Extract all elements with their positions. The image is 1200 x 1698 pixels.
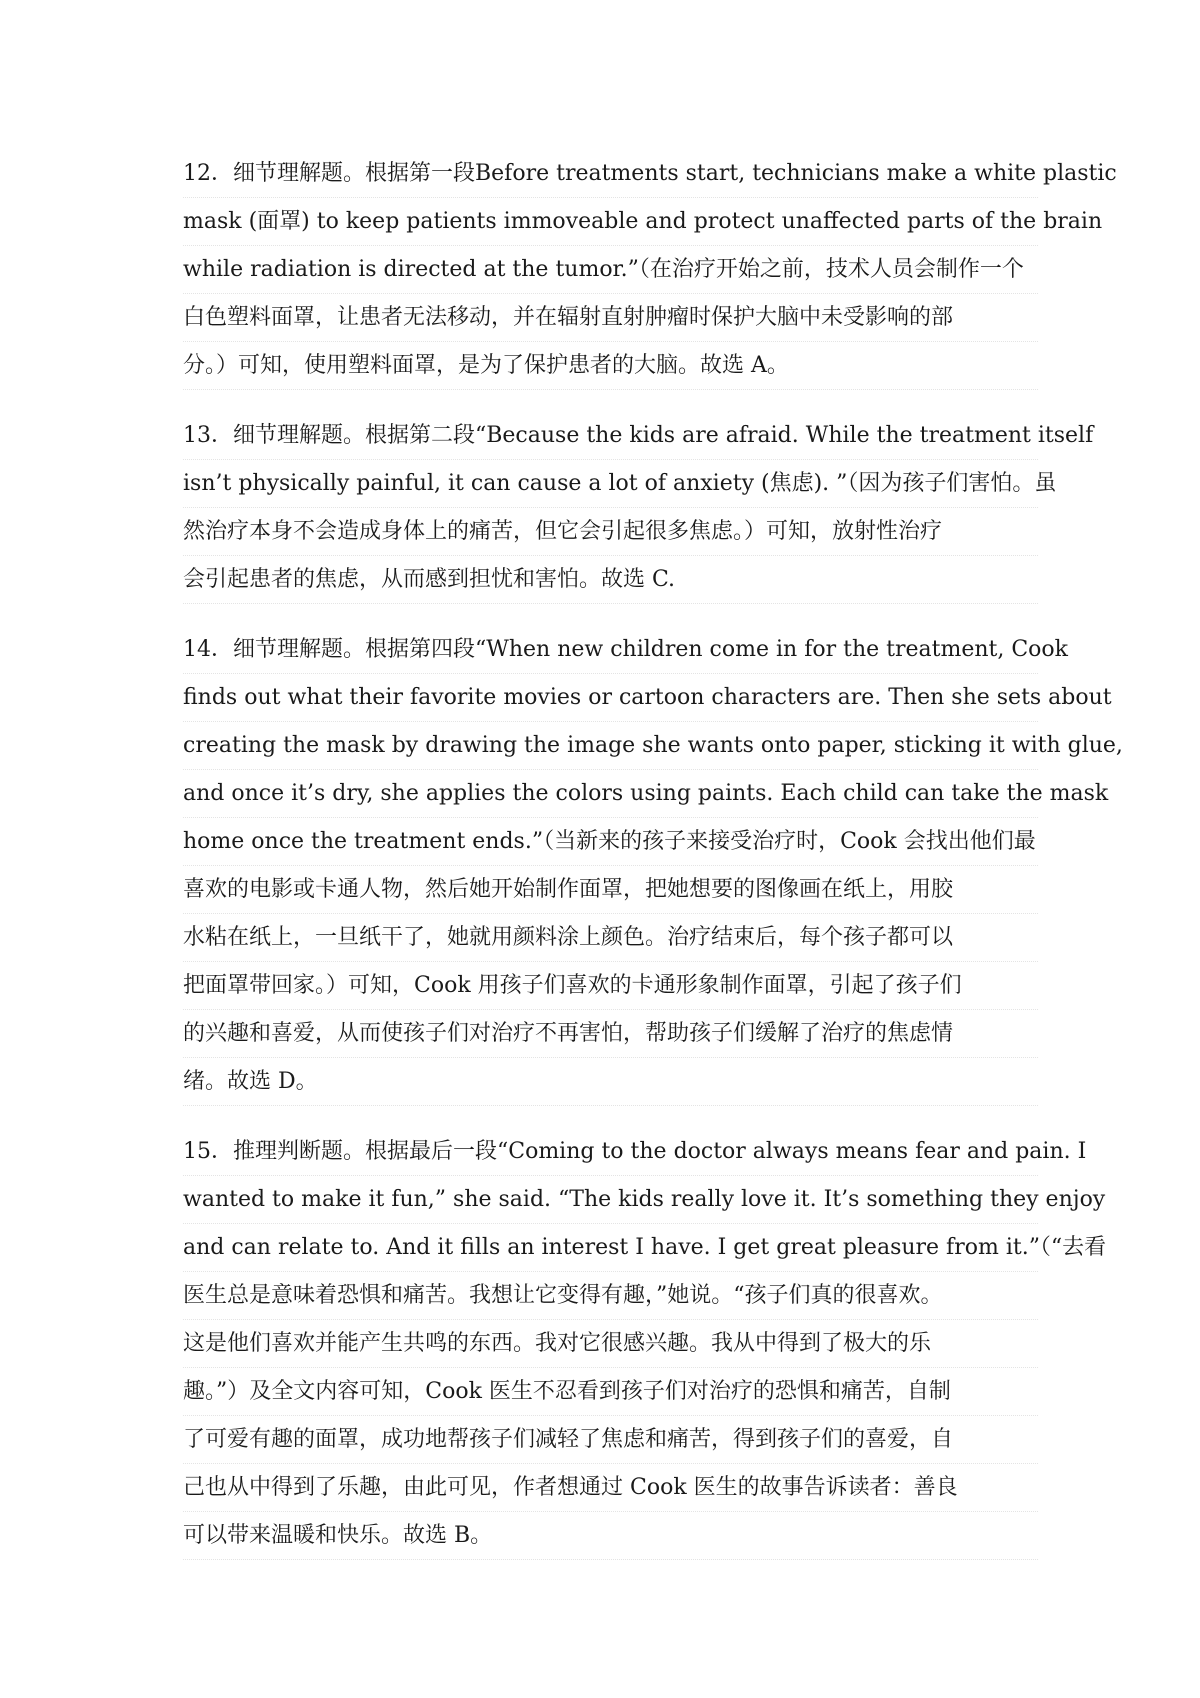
answer-line: 这是他们喜欢并能产生共鸣的东西。我对它很感兴趣。我从中得到了极大的乐 [183,1320,1038,1368]
answer-line: 然治疗本身不会造成身体上的痛苦，但它会引起很多焦虑。）可知，放射性治疗 [183,508,1038,556]
answer-line: while radiation is directed at the tumor.”（在治疗开始之前，技术人员会制作一个 [183,246,1038,294]
answer-list [183,150,1123,1582]
answer-line: 会引起患者的焦虑，从而感到担忧和害怕。故选 C. [183,556,1038,604]
answer-line: 可以带来温暖和快乐。故选 B。 [183,1512,1038,1560]
answer-line: and can relate to. And it fills an interest I have. I get great pleasure from it.”（“去看 [183,1224,1038,1272]
answer-line: 白色塑料面罩，让患者无法移动，并在辐射直射肿瘤时保护大脑中未受影响的部 [183,294,1038,342]
answer-line: creating the mask by drawing the image she wants onto paper, sticking it with glue, [183,722,1038,770]
answer-line: 了可爱有趣的面罩，成功地帮孩子们减轻了焦虑和痛苦，得到孩子们的喜爱，自 [183,1416,1038,1464]
answer-line: 趣。”）及全文内容可知，Cook 医生不忍看到孩子们对治疗的恐惧和痛苦，自制 [183,1368,1038,1416]
answer-line: isn’t physically painful, it can cause a lot of anxiety (焦虑). ”（因为孩子们害怕。虽 [183,460,1038,508]
answer-13 [183,412,1094,604]
answer-line: 水粘在纸上，一旦纸干了，她就用颜料涂上颜色。治疗结束后，每个孩子都可以 [183,914,1038,962]
answer-line: 医生总是意味着恐惧和痛苦。我想让它变得有趣，”她说。“孩子们真的很喜欢。 [183,1272,1038,1320]
answer-14 [183,626,1123,1106]
answer-12 [183,150,1117,390]
answer-line: 把面罩带回家。）可知，Cook 用孩子们喜欢的卡通形象制作面罩，引起了孩子们 [183,962,1038,1010]
answer-line: 15．推理判断题。根据最后一段“Coming to the doctor always means fear and pain. I [183,1128,1038,1176]
answer-line: 绪。故选 D。 [183,1058,1038,1106]
answer-line: home once the treatment ends.”（当新来的孩子来接受治疗时，Cook 会找出他们最 [183,818,1038,866]
answer-line: 己也从中得到了乐趣，由此可见，作者想通过 Cook 医生的故事告诉读者：善良 [183,1464,1038,1512]
answer-line: mask (面罩) to keep patients immoveable and protect unaffected parts of the brain [183,198,1038,246]
answer-15 [183,1128,1107,1560]
answer-line: 13．细节理解题。根据第二段“Because the kids are afraid. While the treatment itself [183,412,1038,460]
answer-line: 14．细节理解题。根据第四段“When new children come in for the treatment, Cook [183,626,1038,674]
answer-line: 喜欢的电影或卡通人物，然后她开始制作面罩，把她想要的图像画在纸上，用胶 [183,866,1038,914]
answer-line: 12．细节理解题。根据第一段Before treatments start, technicians make a white plastic [183,150,1038,198]
answer-line: 的兴趣和喜爱，从而使孩子们对治疗不再害怕，帮助孩子们缓解了治疗的焦虑情 [183,1010,1038,1058]
answer-line: wanted to make it fun,” she said. “The kids really love it. It’s something they enjoy [183,1176,1038,1224]
answer-line: and once it’s dry, she applies the colors using paints. Each child can take the mask [183,770,1038,818]
answer-line: finds out what their favorite movies or cartoon characters are. Then she sets about [183,674,1038,722]
answer-line: 分。）可知，使用塑料面罩，是为了保护患者的大脑。故选 A。 [183,342,1038,390]
